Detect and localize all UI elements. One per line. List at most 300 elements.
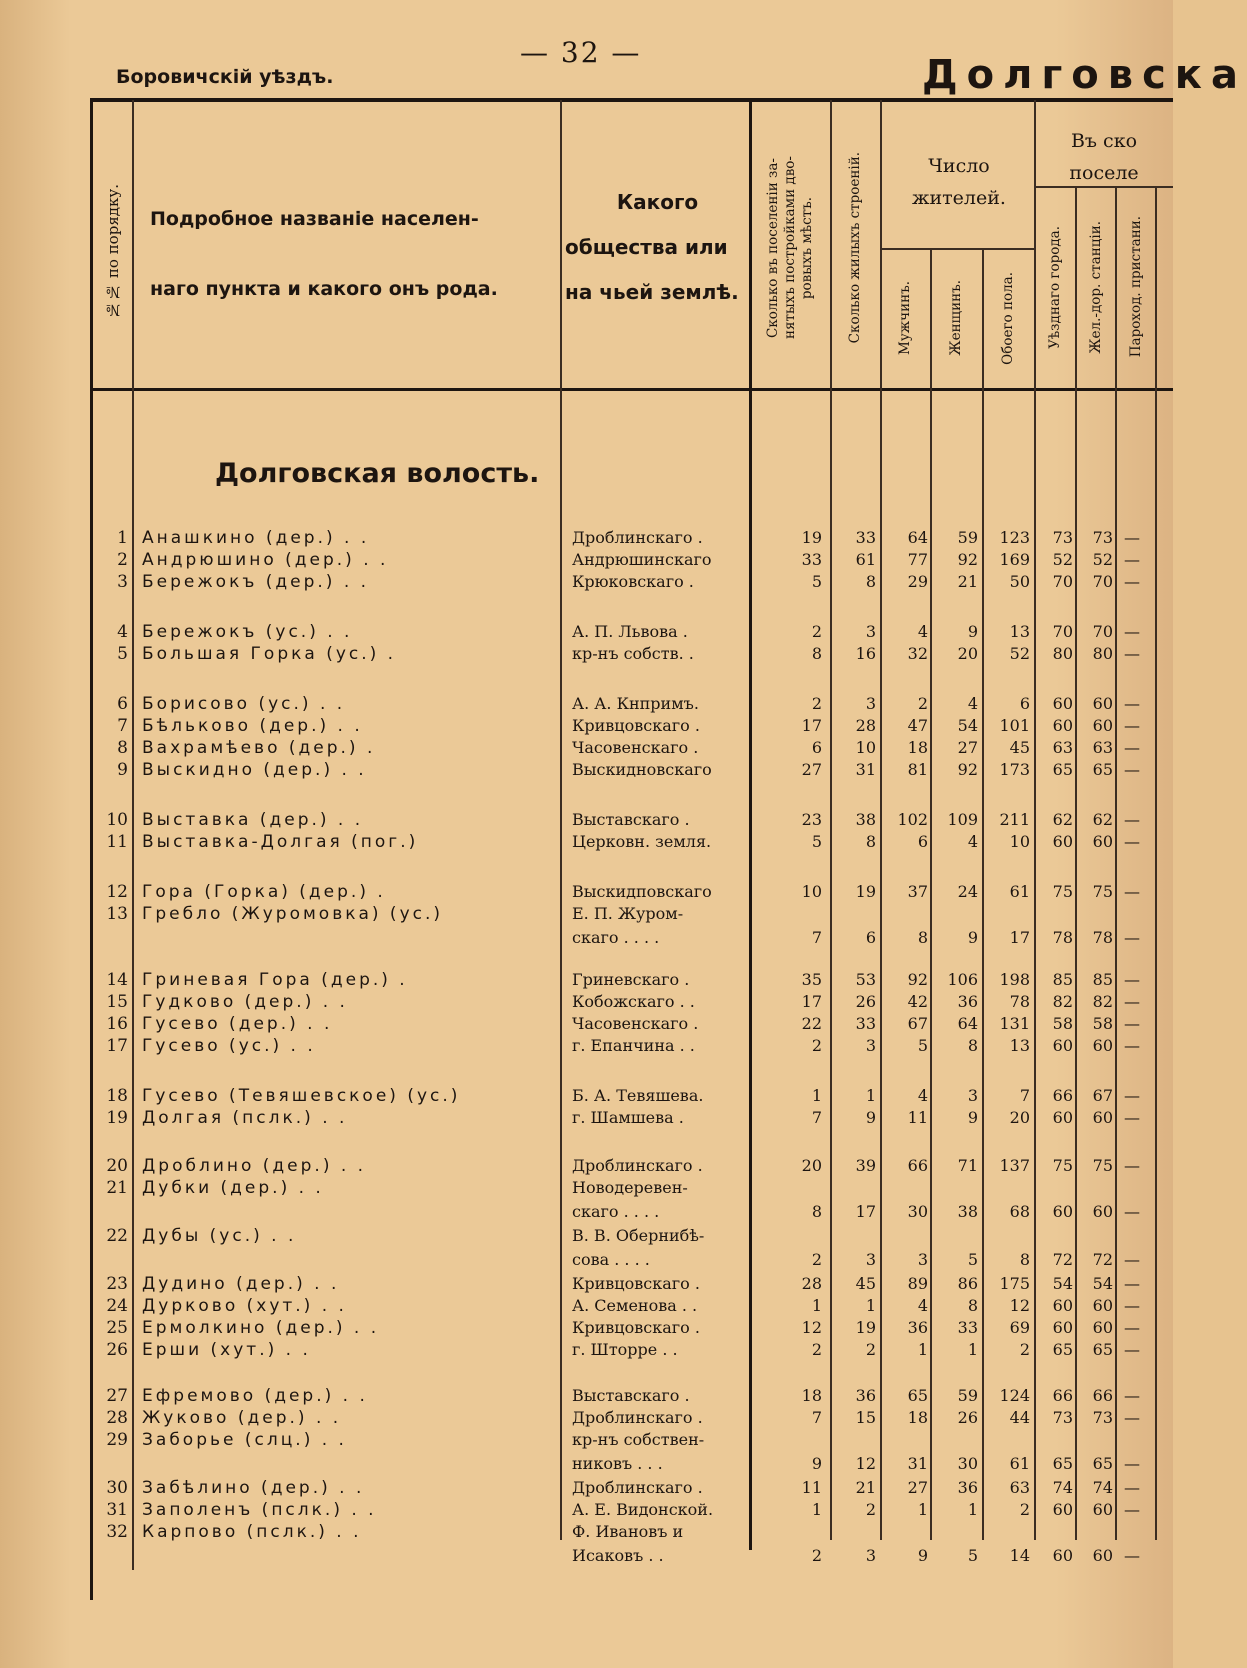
header-stroeniy: Сколько жилыхъ строеній. [846,152,863,344]
cell-f: 1 [967,1340,978,1359]
cell-dvor: 17 [801,992,822,1011]
cell-p: — [1124,528,1140,547]
cell-p: — [1124,1500,1140,1519]
cell-f: 54 [957,716,978,735]
cell-f: 38 [957,1202,978,1221]
cell-b: 52 [1009,644,1030,663]
place-name: Ермолкино (дер.) . . [142,1318,380,1338]
cell-dvor: 28 [801,1274,822,1293]
header-pier: Пароход. пристани. [1127,216,1144,358]
header-subrule [880,248,1034,250]
cell-u: 62 [1052,810,1073,829]
cell-f: 9 [967,622,978,641]
cell-u: 66 [1052,1386,1073,1405]
row-number: 15 [106,992,128,1012]
society-name-continued: скаго . . . . [572,1202,660,1221]
cell-u: 60 [1052,716,1073,735]
cell-b: 45 [1009,738,1030,757]
cell-f: 86 [957,1274,978,1293]
cell-f: 109 [947,810,978,829]
society-name-continued: скаго . . . . [572,928,660,947]
cell-f: 106 [947,970,978,989]
cell-p: — [1124,1274,1140,1293]
society-name-continued: никовъ . . . [572,1454,663,1473]
cell-str: 3 [865,694,876,713]
row-number: 10 [106,810,128,830]
cell-u: 65 [1052,1454,1073,1473]
cell-u: 82 [1052,992,1073,1011]
cell-b: 173 [999,760,1030,779]
cell-dvor: 22 [801,1014,822,1033]
cell-u: 52 [1052,550,1073,569]
place-name: Дроблино (дер.) . . [142,1156,367,1176]
cell-u: 60 [1052,1546,1073,1565]
cell-dvor: 35 [801,970,822,989]
cell-str: 1 [865,1086,876,1105]
cell-p: — [1124,1108,1140,1127]
place-name: Гора (Горка) (дер.) . [142,882,386,902]
cell-m: 8 [917,928,928,947]
cell-b: 14 [1009,1546,1030,1565]
cell-m: 1 [917,1340,928,1359]
cell-b: 20 [1009,1108,1030,1127]
place-name: Андрюшино (дер.) . . [142,550,389,570]
cell-b: 10 [1009,832,1030,851]
cell-b: 61 [1009,882,1030,901]
cell-u: 65 [1052,1340,1073,1359]
cell-p: — [1124,1386,1140,1405]
place-name: Заборье (слц.) . . [142,1430,347,1450]
society-name: Дроблинскаго . [572,1156,703,1175]
cell-r: 60 [1092,1500,1113,1519]
cell-u: 85 [1052,970,1073,989]
cell-f: 30 [957,1454,978,1473]
society-name: Выскидновскаго [572,760,712,779]
row-number: 2 [117,550,128,570]
row-number: 6 [117,694,128,714]
cell-str: 36 [855,1386,876,1405]
cell-r: 60 [1092,1546,1113,1565]
cell-str: 10 [855,738,876,757]
society-name: Кривцовскаго . [572,1318,700,1337]
cell-u: 60 [1052,832,1073,851]
cell-r: 62 [1092,810,1113,829]
cell-m: 42 [907,992,928,1011]
cell-f: 5 [967,1250,978,1269]
cell-r: 65 [1092,1340,1113,1359]
cell-p: — [1124,970,1140,989]
cell-dvor: 6 [811,738,822,757]
society-name: Выставскаго . [572,1386,690,1405]
cell-str: 28 [855,716,876,735]
header-number: №№ по порядку. [104,183,122,319]
table-header-rule [90,388,1173,391]
cell-p: — [1124,882,1140,901]
cell-b: 7 [1019,1086,1030,1105]
cell-dvor: 5 [811,572,822,591]
column-rule [560,100,562,1540]
cell-p: — [1124,1086,1140,1105]
cell-f: 4 [967,694,978,713]
place-name: Заполенъ (пслк.) . . [142,1500,377,1520]
cell-m: 27 [907,1478,928,1497]
place-name: Выскидно (дер.) . . [142,760,367,780]
cell-u: 60 [1052,1036,1073,1055]
cell-p: — [1124,1340,1140,1359]
cell-b: 175 [999,1274,1030,1293]
cell-u: 58 [1052,1014,1073,1033]
society-name: А. Семенова . . [572,1296,698,1315]
cell-r: 63 [1092,738,1113,757]
cell-str: 2 [865,1500,876,1519]
row-number: 4 [117,622,128,642]
place-name: Долгая (пслк.) . . [142,1108,348,1128]
cell-b: 50 [1009,572,1030,591]
cell-p: — [1124,1478,1140,1497]
society-name-continued: сова . . . . [572,1250,650,1269]
cell-u: 70 [1052,622,1073,641]
cell-b: 101 [999,716,1030,735]
cell-r: 65 [1092,1454,1113,1473]
cell-r: 82 [1092,992,1113,1011]
cell-str: 33 [855,528,876,547]
row-number: 21 [106,1178,128,1198]
cell-m: 77 [907,550,928,569]
society-name: Кобожскаго . . [572,992,695,1011]
cell-r: 74 [1092,1478,1113,1497]
header-male: Мужчинъ. [896,281,913,355]
cell-b: 6 [1019,694,1030,713]
cell-m: 32 [907,644,928,663]
cell-f: 71 [957,1156,978,1175]
cell-str: 3 [865,622,876,641]
cell-m: 11 [907,1108,928,1127]
cell-p: — [1124,1546,1140,1565]
row-number: 18 [106,1086,128,1106]
cell-dvor: 7 [811,928,822,947]
cell-r: 60 [1092,694,1113,713]
column-rule [132,100,134,1570]
place-name: Забѣлино (дер.) . . [142,1478,365,1498]
cell-f: 9 [967,928,978,947]
row-number: 8 [117,738,128,758]
cell-f: 8 [967,1036,978,1055]
row-number: 24 [106,1296,128,1316]
cell-m: 47 [907,716,928,735]
society-name: Кривцовскаго . [572,1274,700,1293]
cell-b: 63 [1009,1478,1030,1497]
cell-r: 60 [1092,716,1113,735]
row-number: 30 [106,1478,128,1498]
cell-dvor: 20 [801,1156,822,1175]
cell-p: — [1124,1202,1140,1221]
place-name: Гудково (дер.) . . [142,992,348,1012]
cell-m: 4 [917,622,928,641]
society-name: Часовенскаго . [572,738,699,757]
cell-p: — [1124,1250,1140,1269]
society-name: Новодеревен- [572,1178,688,1197]
row-number: 12 [106,882,128,902]
cell-b: 211 [999,810,1030,829]
cell-p: — [1124,1408,1140,1427]
cell-m: 1 [917,1500,928,1519]
cell-m: 64 [907,528,928,547]
place-name: Ефремово (дер.) . . [142,1386,368,1406]
row-number: 23 [106,1274,128,1294]
row-number: 19 [106,1108,128,1128]
cell-b: 2 [1019,1500,1030,1519]
cell-p: — [1124,622,1140,641]
running-header: Долговска [922,52,1247,98]
cell-f: 27 [957,738,978,757]
header-chislo: Число жителей. [912,155,1006,209]
society-name: Выскидповскаго [572,882,712,901]
society-name: Дроблинскаго . [572,528,703,547]
row-number: 26 [106,1340,128,1360]
cell-dvor: 1 [811,1500,822,1519]
cell-f: 59 [957,1386,978,1405]
row-number: 27 [106,1386,128,1406]
cell-dvor: 27 [801,760,822,779]
cell-m: 4 [917,1296,928,1315]
cell-b: 137 [999,1156,1030,1175]
cell-f: 20 [957,644,978,663]
cell-str: 6 [865,928,876,947]
cell-str: 1 [865,1296,876,1315]
header-female: Женщинъ. [947,280,964,356]
cell-p: — [1124,644,1140,663]
cell-r: 66 [1092,1386,1113,1405]
cell-b: 198 [999,970,1030,989]
row-number: 16 [106,1014,128,1034]
row-number: 20 [106,1156,128,1176]
cell-u: 74 [1052,1478,1073,1497]
cell-dvor: 2 [811,1250,822,1269]
place-name: Гусево (ус.) . . [142,1036,316,1056]
cell-str: 3 [865,1546,876,1565]
cell-b: 169 [999,550,1030,569]
cell-f: 21 [957,572,978,591]
cell-r: 60 [1092,1108,1113,1127]
cell-m: 67 [907,1014,928,1033]
cell-f: 59 [957,528,978,547]
cell-str: 15 [855,1408,876,1427]
cell-r: 85 [1092,970,1113,989]
cell-f: 64 [957,1014,978,1033]
cell-dvor: 7 [811,1108,822,1127]
row-number: 25 [106,1318,128,1338]
cell-u: 80 [1052,644,1073,663]
cell-r: 60 [1092,1318,1113,1337]
cell-u: 75 [1052,1156,1073,1175]
cell-m: 18 [907,1408,928,1427]
cell-dvor: 2 [811,1036,822,1055]
cell-dvor: 17 [801,716,822,735]
row-number: 29 [106,1430,128,1450]
society-name: Выставскаго . [572,810,690,829]
cell-m: 2 [917,694,928,713]
cell-dvor: 12 [801,1318,822,1337]
cell-m: 92 [907,970,928,989]
cell-dvor: 10 [801,882,822,901]
cell-u: 60 [1052,1318,1073,1337]
row-number: 5 [117,644,128,664]
cell-r: 75 [1092,882,1113,901]
place-name: Гусево (дер.) . . [142,1014,333,1034]
cell-p: — [1124,1296,1140,1315]
cell-b: 131 [999,1014,1030,1033]
society-name: г. Епанчина . . [572,1036,695,1055]
cell-p: — [1124,1036,1140,1055]
cell-p: — [1124,572,1140,591]
cell-f: 8 [967,1296,978,1315]
cell-str: 61 [855,550,876,569]
row-number: 3 [117,572,128,592]
cell-m: 36 [907,1318,928,1337]
cell-u: 75 [1052,882,1073,901]
cell-r: 80 [1092,644,1113,663]
cell-f: 36 [957,1478,978,1497]
cell-u: 60 [1052,694,1073,713]
column-rule [1155,186,1157,1540]
cell-dvor: 2 [811,694,822,713]
place-name: Вахрамѣево (дер.) . [142,738,376,758]
cell-r: 72 [1092,1250,1113,1269]
district-title: Боровичскій уѣздъ. [116,66,334,88]
cell-b: 69 [1009,1318,1030,1337]
cell-str: 31 [855,760,876,779]
row-number: 28 [106,1408,128,1428]
cell-str: 8 [865,572,876,591]
cell-r: 70 [1092,622,1113,641]
cell-m: 30 [907,1202,928,1221]
cell-f: 36 [957,992,978,1011]
place-name: Дубки (дер.) . . [142,1178,324,1198]
cell-b: 8 [1019,1250,1030,1269]
cell-r: 52 [1092,550,1113,569]
cell-b: 68 [1009,1202,1030,1221]
society-name: Гриневскаго . [572,970,690,989]
cell-m: 89 [907,1274,928,1293]
place-name: Бережокъ (ус.) . . [142,622,353,642]
society-name-continued: Исаковъ . . [572,1546,664,1565]
cell-m: 81 [907,760,928,779]
cell-dvor: 1 [811,1296,822,1315]
place-name: Карпово (пслк.) . . [142,1522,362,1542]
cell-str: 3 [865,1036,876,1055]
society-name: Дроблинскаго . [572,1478,703,1497]
society-name: А. Е. Видонской. [572,1500,714,1519]
cell-m: 37 [907,882,928,901]
cell-p: — [1124,832,1140,851]
row-number: 7 [117,716,128,736]
cell-m: 18 [907,738,928,757]
row-number: 31 [106,1500,128,1520]
place-name: Жуково (дер.) . . [142,1408,342,1428]
cell-p: — [1124,760,1140,779]
cell-dvor: 8 [811,644,822,663]
cell-dvor: 8 [811,1202,822,1221]
cell-r: 73 [1092,528,1113,547]
cell-m: 65 [907,1386,928,1405]
cell-m: 29 [907,572,928,591]
cell-dvor: 2 [811,622,822,641]
society-name: Церковн. земля. [572,832,712,851]
cell-m: 3 [917,1250,928,1269]
cell-dvor: 33 [801,550,822,569]
place-name: Выставка-Долгая (пог.) [142,832,419,852]
place-name: Борисово (ус.) . . [142,694,346,714]
row-number: 17 [106,1036,128,1056]
cell-str: 33 [855,1014,876,1033]
page-number: — 32 — [520,36,642,69]
cell-dvor: 18 [801,1386,822,1405]
cell-str: 19 [855,1318,876,1337]
place-name: Дубы (ус.) . . [142,1226,297,1246]
cell-f: 92 [957,550,978,569]
cell-b: 13 [1009,622,1030,641]
cell-b: 78 [1009,992,1030,1011]
cell-u: 70 [1052,572,1073,591]
table-top-rule [90,98,1173,102]
row-number: 9 [117,760,128,780]
cell-u: 73 [1052,1408,1073,1427]
cell-f: 4 [967,832,978,851]
cell-str: 9 [865,1108,876,1127]
society-name: Кривцовскаго . [572,716,700,735]
cell-f: 9 [967,1108,978,1127]
cell-f: 26 [957,1408,978,1427]
cell-m: 9 [917,1546,928,1565]
row-number: 22 [106,1226,128,1246]
row-number: 13 [106,904,128,924]
society-name: Дроблинскаго . [572,1408,703,1427]
cell-f: 3 [967,1086,978,1105]
cell-r: 78 [1092,928,1113,947]
cell-u: 60 [1052,1108,1073,1127]
cell-str: 53 [855,970,876,989]
cell-u: 60 [1052,1500,1073,1519]
cell-str: 45 [855,1274,876,1293]
cell-u: 72 [1052,1250,1073,1269]
cell-p: — [1124,928,1140,947]
cell-p: — [1124,1454,1140,1473]
place-name: Бережокъ (дер.) . . [142,572,370,592]
header-both: Обоего пола. [999,271,1016,365]
cell-u: 63 [1052,738,1073,757]
cell-u: 66 [1052,1086,1073,1105]
place-name: Большая Горка (ус.) . [142,644,397,664]
society-name: Часовенскаго . [572,1014,699,1033]
cell-m: 31 [907,1454,928,1473]
place-name: Гриневая Гора (дер.) . [142,970,408,990]
cell-dvor: 2 [811,1546,822,1565]
place-name: Гребло (Журомовка) (ус.) [142,904,444,924]
place-name: Ерши (хут.) . . [142,1340,311,1360]
society-name: В. В. Обернибѣ- [572,1226,705,1245]
row-number: 32 [106,1522,128,1542]
cell-f: 92 [957,760,978,779]
cell-str: 8 [865,832,876,851]
society-name: г. Шторре . . [572,1340,678,1359]
row-number: 1 [117,528,128,548]
header-distance: Въ ско поселе [1069,130,1139,184]
cell-str: 17 [855,1202,876,1221]
cell-m: 6 [917,832,928,851]
cell-b: 13 [1009,1036,1030,1055]
cell-r: 67 [1092,1086,1113,1105]
cell-str: 12 [855,1454,876,1473]
